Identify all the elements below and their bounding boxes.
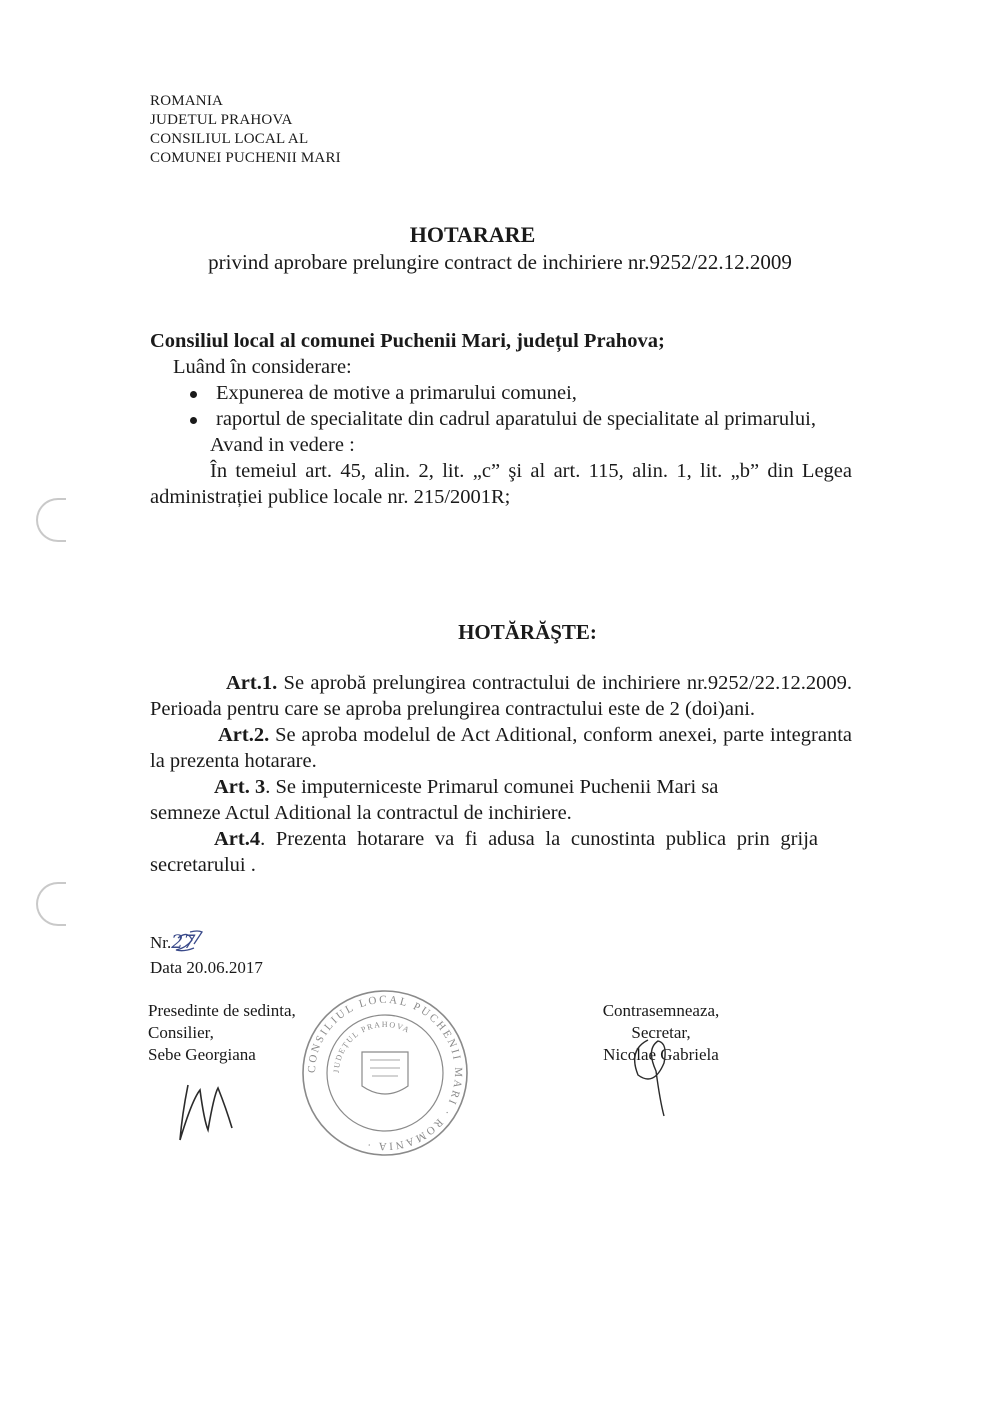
article-label: Art.2. [218, 724, 270, 746]
header-council: CONSILIUL LOCAL AL [150, 131, 309, 147]
seal-outer-text: CONSILIUL LOCAL PUCHENII MARI · ROMANIA · [305, 993, 465, 1153]
handwritten-number-icon [176, 931, 202, 951]
header-commune: COMUNEI PUCHENII MARI [150, 150, 341, 166]
signer-title: Consilier, [148, 1023, 214, 1042]
article-text: Se aproba modelul de Act Aditional, conform anexei, parte integranta la prezenta hotarare. [150, 724, 852, 772]
list-item: raportul de specialitate din cadrul aparatului de specialitate al primarului, [150, 406, 852, 432]
considering-label: Luând în considerare: [173, 356, 352, 378]
council-statement: Consiliul local al comunei Puchenii Mari, județul Prahova; [150, 330, 665, 352]
article-text: . Se imputerniceste Primarul comunei Puchenii Mari sa semneze Actul Aditional la contractul de inchiriere. [150, 776, 719, 824]
signer-name: Sebe Georgiana [148, 1045, 256, 1064]
number-label: Nr. [150, 933, 172, 952]
article-label: Art.4 [214, 828, 261, 850]
document-subtitle: privind aprobare prelungire contract de inchiriere nr.9252/22.12.2009 [208, 250, 792, 274]
article-label: Art. 3 [214, 776, 266, 798]
decides-heading: HOTĂRĂŞTE: [458, 620, 597, 644]
signature-right-icon [635, 1040, 665, 1116]
article-text: . Prezenta hotarare va fi adusa la cunostinta publica prin grija secretarului . [150, 828, 818, 876]
svg-text:CONSILIUL LOCAL PUCHENII MARI [306, 994, 464, 1152]
handwritten-number: 27 [171, 931, 196, 953]
signer-name: Nicolae Gabriela [603, 1045, 719, 1064]
signer-role: Contrasemneaza, [602, 1001, 720, 1020]
header-country: ROMANIA [150, 93, 224, 109]
legal-basis: În temeiul art. 45, alin. 2, lit. „c” şi al art. 115, alin. 1, lit. „b” din Legea administrației publice locale nr. 215/2001R; [150, 460, 852, 508]
document-title: HOTARARE [409, 222, 536, 247]
article-text: Se aprobă prelungirea contractului de inchiriere nr.9252/22.12.2009. Perioada pentru care se aproba prelungirea contractului este de 2 (doi)ani. [150, 672, 852, 720]
official-seal [303, 991, 467, 1155]
svg-text:JUDEȚUL PRAHOVA [332, 1020, 412, 1073]
having-regard-label: Avand in vedere : [210, 434, 355, 456]
signature-left-icon [180, 1085, 232, 1140]
list-item: Expunerea de motive a primarului comunei, [150, 380, 852, 406]
seal-inner-text: JUDEȚUL PRAHOVA [331, 1019, 412, 1074]
article-label: Art.1. [226, 672, 278, 694]
signer-role: Presedinte de sedinta, [148, 1001, 296, 1020]
header-county: JUDETUL PRAHOVA [150, 112, 293, 128]
signer-title: Secretar, [631, 1023, 691, 1042]
decision-date: Data 20.06.2017 [150, 958, 263, 977]
